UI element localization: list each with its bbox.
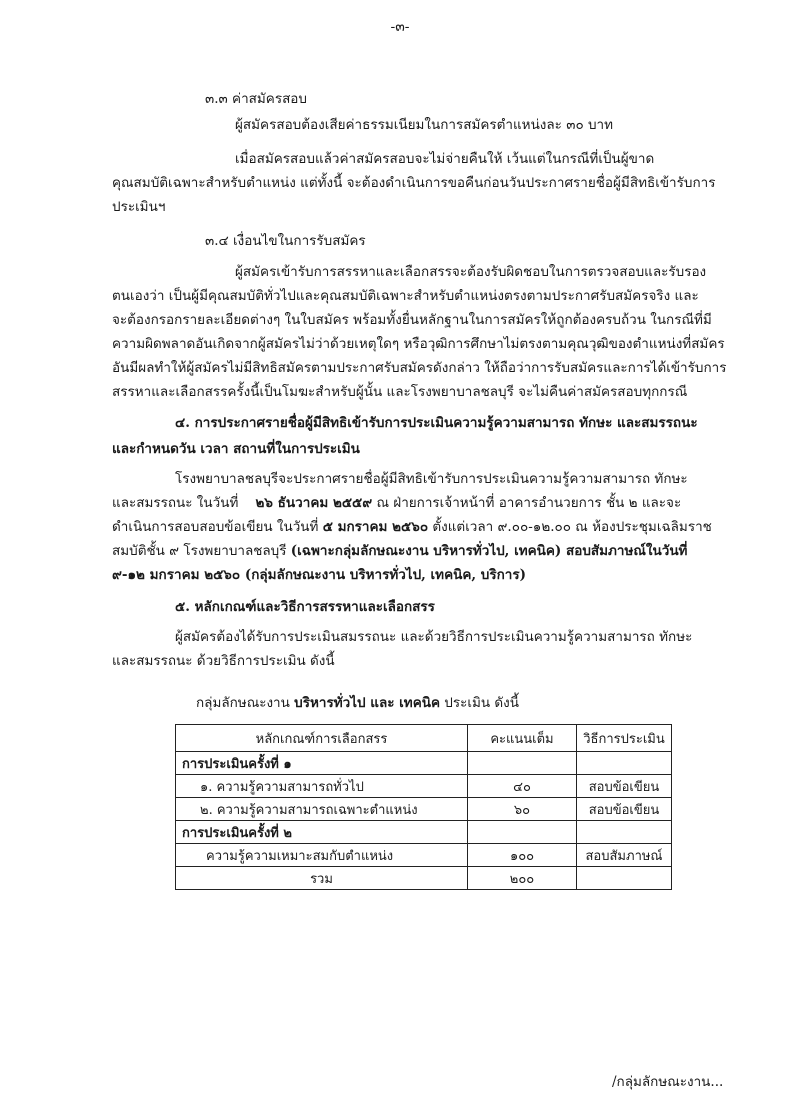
table-row	[176, 752, 672, 775]
section-4-para-line-4: สมบัติชั้น ๙ โรงพยาบาลชลบุรี (เฉพาะกลุ่มลักษณะงาน บริหารทั่วไป, เทคนิค) สอบสัมภาษณ์ในวันที่	[112, 543, 688, 559]
method-cell: สอบข้อเขียน	[577, 775, 672, 798]
section-3-4-heading: ๓.๔ เงื่อนไขในการรับสมัคร	[205, 233, 366, 249]
total-method	[577, 867, 672, 890]
method-cell: สอบสัมภาษณ์	[577, 844, 672, 867]
exam-date: ๕ มกราคม ๒๕๖๐	[322, 519, 429, 535]
score-cell: ๔๐	[468, 775, 577, 798]
section-3-3-heading: ๓.๓ ค่าสมัครสอบ	[205, 91, 307, 107]
section-3-3-fee: ผู้สมัครสอบต้องเสียค่าธรรมเนียมในการสมัครตำแหน่งละ ๓๐ บาท	[235, 117, 614, 133]
section-3-4-para-line-1: ผู้สมัครเข้ารับการสรรหาและเลือกสรรจะต้องรับผิดชอบในการตรวจสอบและรับรอง	[235, 264, 707, 280]
header-criteria: หลักเกณฑ์การเลือกสรร	[176, 725, 468, 752]
section-4-para-line-2: และสมรรถนะ ในวันที่ ๒๖ ธันวาคม ๒๕๕๙ ณ ฝ่ายการเจ้าหน้าที่ อาคารอำนวยการ ชั้น ๒ และจะ	[112, 495, 682, 511]
criteria-cell: ความรู้ความเหมาะสมกับตำแหน่ง	[176, 844, 468, 867]
section-4-heading-line-2: และกำหนดวัน เวลา สถานที่ในการประเมิน	[112, 441, 360, 457]
section-3-4-para-line-2: ตนเองว่า เป็นผู้มีคุณสมบัติทั่วไปและคุณสมบัติเฉพาะสำหรับตำแหน่งตรงตามประกาศรับสมัครจริง และ	[112, 288, 699, 304]
table-total-row	[176, 867, 672, 890]
section-5-heading: ๕. หลักเกณฑ์และวิธีการสรรหาและเลือกสรร	[175, 599, 435, 615]
criteria-cell: ๑. ความรู้ความสามารถทั่วไป	[176, 775, 468, 798]
section-5-para-line-1: ผู้สมัครต้องได้รับการประเมินสมรรถนะ และด้วยวิธีการประเมินความรู้ความสามารถ ทักษะ	[175, 629, 693, 645]
header-full-score: คะแนนเต็ม	[468, 725, 577, 752]
section-3-4-para-line-4: ความผิดพลาดอันเกิดจากผู้สมัครไม่ว่าด้วยเหตุใดๆ หรือวุฒิการศึกษาไม่ตรงตามคุณวุฒิของตำแหน่งที่สมัคร	[112, 336, 725, 352]
group-caption: กลุ่มลักษณะงาน บริหารทั่วไป และ เทคนิค ประเมิน ดังนี้	[196, 695, 519, 711]
table-header-row	[176, 725, 672, 752]
round-1-label: การประเมินครั้งที่ ๑	[176, 752, 468, 775]
criteria-cell: ๒. ความรู้ความสามารถเฉพาะตำแหน่ง	[176, 798, 468, 821]
section-5-para-line-2: และสมรรถนะ ด้วยวิธีการประเมิน ดังนี้	[112, 653, 335, 669]
score-cell: ๖๐	[468, 798, 577, 821]
section-3-4-para-line-5: อันมีผลทำให้ผู้สมัครไม่มีสิทธิสมัครตามประกาศรับสมัครดังกล่าว ให้ถือว่าการรับสมัครและการได้เข้ารับการ	[112, 360, 727, 376]
section-4-para-line-5: ๙-๑๒ มกราคม ๒๕๖๐ (กลุ่มลักษณะงาน บริหารทั่วไป, เทคนิค, บริการ)	[112, 567, 526, 583]
section-4-para-line-3: ดำเนินการสอบสอบข้อเขียน ในวันที่ ๕ มกราคม ๒๕๖๐ ตั้งแต่เวลา ๙.๐๐-๑๒.๐๐ ณ ห้องประชุมเฉลิมราช	[112, 519, 712, 535]
section-3-3-para-line-1: เมื่อสมัครสอบแล้วค่าสมัครสอบจะไม่จ่ายคืนให้ เว้นแต่ในกรณีที่เป็นผู้ขาด	[235, 151, 655, 167]
announce-date: ๒๖ ธันวาคม ๒๕๕๙	[255, 495, 373, 511]
continuation-note: /กลุ่มลักษณะงาน...	[612, 1074, 724, 1090]
section-3-3-para-line-3: ประเมินฯ	[112, 199, 166, 215]
table-row	[176, 844, 672, 867]
page-number: -๓-	[390, 19, 410, 35]
table-row	[176, 821, 672, 844]
section-4-para-line-1: โรงพยาบาลชลบุรีจะประกาศรายชื่อผู้มีสิทธิเข้ารับการประเมินความรู้ความสามารถ ทักษะ	[175, 471, 688, 487]
header-method: วิธีการประเมิน	[577, 725, 672, 752]
criteria-table	[175, 724, 672, 890]
score-cell: ๑๐๐	[468, 844, 577, 867]
table-row	[176, 775, 672, 798]
section-3-4-para-line-3: จะต้องกรอกรายละเอียดต่างๆ ในใบสมัคร พร้อมทั้งยื่นหลักฐานในการสมัครให้ถูกต้องครบถ้วน ในกรณีที่มี	[112, 312, 712, 328]
total-score: ๒๐๐	[468, 867, 577, 890]
section-3-3-para-line-2: คุณสมบัติเฉพาะสำหรับตำแหน่ง แต่ทั้งนี้ จะต้องดำเนินการขอคืนก่อนวันประกาศรายชื่อผู้มีสิทธิเข้ารับการ	[112, 175, 716, 191]
total-label: รวม	[176, 867, 468, 890]
round-2-label: การประเมินครั้งที่ ๒	[176, 821, 468, 844]
section-3-4-para-line-6: สรรหาและเลือกสรรครั้งนี้เป็นโมฆะสำหรับผู้นั้น และโรงพยาบาลชลบุรี จะไม่คืนค่าสมัครสอบทุกกรณี	[112, 384, 688, 400]
table-row	[176, 798, 672, 821]
method-cell: สอบข้อเขียน	[577, 798, 672, 821]
section-4-heading-line-1: ๔. การประกาศรายชื่อผู้มีสิทธิเข้ารับการประเมินความรู้ความสามารถ ทักษะ และสมรรถนะ	[175, 415, 698, 431]
